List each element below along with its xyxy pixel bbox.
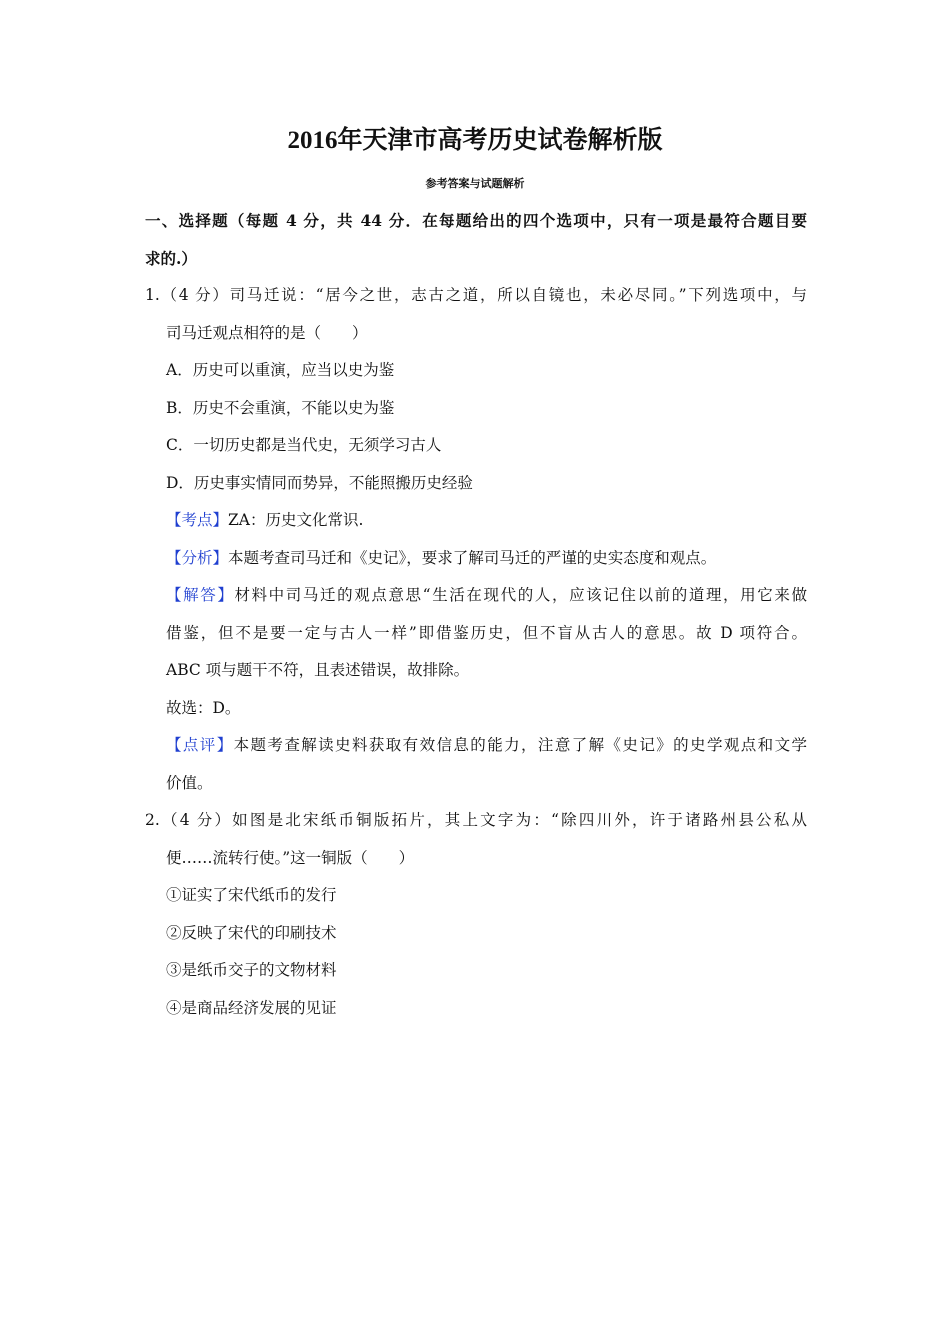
q1-option-a: A．历史可以重演，应当以史为鉴 bbox=[166, 361, 395, 379]
kaodian-tag: 【考点】 bbox=[166, 511, 229, 529]
q2-stem-line2: 便……流转行使。”这一铜版（ ） bbox=[166, 848, 415, 867]
q2-option-2: ②反映了宋代的印刷技术 bbox=[166, 923, 337, 942]
q1-kaodian bbox=[145, 502, 807, 540]
document-title: 2016年天津市高考历史试卷解析版 bbox=[287, 127, 663, 154]
section-heading-line1: 一、选择题（每题 4 分，共 44 分．在每题给出的四个选项中，只有一项是最符合题目要 bbox=[145, 211, 807, 230]
q2-option-3: ③是纸币交子的文物材料 bbox=[166, 961, 337, 979]
q1-option-b: B．历史不会重演，不能以史为鉴 bbox=[166, 398, 395, 417]
dianping-text-line1: 本题考查解读史料获取有效信息的能力，注意了解《史记》的史学观点和文学 bbox=[233, 736, 807, 754]
q1-stem-line2: 司马迁观点相符的是（ ） bbox=[166, 323, 368, 342]
question-2 bbox=[145, 802, 807, 1027]
jieda-text-line1: 材料中司马迁的观点意思“生活在现代的人，应该记住以前的道理，用它来做 bbox=[234, 586, 807, 604]
document-subtitle: 参考答案与试题解析 bbox=[425, 177, 525, 190]
dianping-tag: 【点评】 bbox=[166, 736, 234, 754]
jieda-text-line2: 借鉴，但不是要一定与古人一样”即借鉴历史，但不盲从古人的意思。故 D 项符合。 bbox=[166, 623, 807, 642]
q1-fenxi bbox=[145, 540, 807, 578]
section-heading-line2: 求的.） bbox=[145, 248, 197, 268]
q1-stem-line1: 1.（4 分）司马迁说：“居今之世，志古之道，所以自镜也，未必尽同。”下列选项中，与 bbox=[145, 286, 807, 304]
q2-option-1: ①证实了宋代纸币的发行 bbox=[166, 886, 337, 904]
section-heading bbox=[145, 202, 807, 277]
q1-option-d: D．历史事实情同而势异，不能照搬历史经验 bbox=[166, 473, 473, 492]
q1-option-c: C．一切历史都是当代史，无须学习古人 bbox=[166, 436, 442, 454]
q1-jieda bbox=[145, 577, 807, 615]
jieda-text-line3: ABC 项与题干不符，且表述错误，故排除。 bbox=[166, 661, 470, 679]
question-1 bbox=[145, 277, 807, 802]
q2-option-4: ④是商品经济发展的见证 bbox=[166, 998, 337, 1017]
fenxi-text: 本题考查司马迁和《史记》，要求了解司马迁的严谨的史实态度和观点。 bbox=[228, 548, 717, 567]
q1-answer: 故选：D。 bbox=[166, 698, 241, 717]
document-body bbox=[145, 202, 807, 1027]
fenxi-tag: 【分析】 bbox=[166, 548, 229, 567]
q1-dianping bbox=[145, 727, 807, 765]
dianping-text-line2: 价值。 bbox=[166, 773, 213, 792]
kaodian-text: ZA：历史文化常识. bbox=[228, 511, 364, 529]
jieda-tag: 【解答】 bbox=[166, 586, 235, 604]
q2-stem-line1: 2.（4 分）如图是北宋纸币铜版拓片，其上文字为：“除四川外，许于诸路州县公私从 bbox=[145, 811, 807, 829]
